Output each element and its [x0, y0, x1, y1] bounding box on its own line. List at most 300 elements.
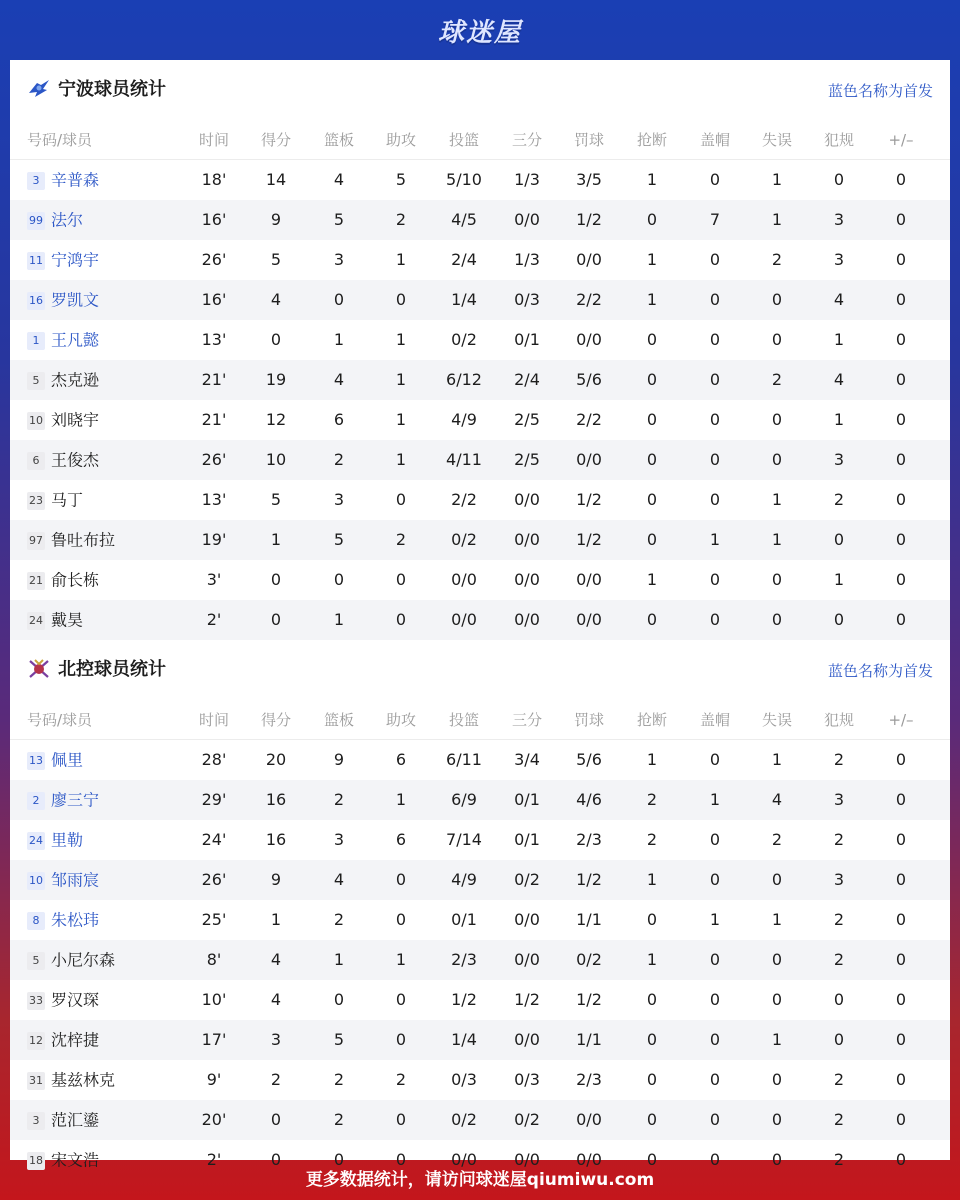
stat-cell: 0	[646, 450, 658, 469]
stat-cell: 0	[709, 750, 721, 769]
stat-cell: 7/14	[446, 830, 482, 849]
stat-cell: 1	[395, 330, 407, 349]
stat-cell: 20	[265, 750, 287, 769]
player-cell	[27, 860, 197, 900]
player-row[interactable]	[10, 560, 950, 600]
player-row[interactable]	[10, 160, 950, 200]
player-name[interactable]: 王俊杰	[51, 450, 100, 470]
stat-cell: 0	[709, 870, 721, 889]
stat-cell: 1/2	[576, 530, 602, 549]
stat-cell: 0/2	[576, 950, 602, 969]
stat-cell: 0	[646, 410, 658, 429]
stat-cell: 0	[709, 830, 721, 849]
player-cell	[27, 900, 197, 940]
jersey-number: 6	[27, 452, 45, 470]
jersey-number: 2	[27, 792, 45, 810]
stat-cell: 4	[333, 870, 345, 889]
stat-cell: 0	[395, 610, 407, 629]
stat-cell: 6	[333, 410, 345, 429]
stat-cell: 0	[895, 330, 907, 349]
column-header: 时间	[198, 711, 229, 729]
stat-cell: 0	[270, 330, 282, 349]
stat-cell: 7	[709, 210, 721, 229]
player-row[interactable]	[10, 1060, 950, 1100]
column-header: 盖帽	[699, 711, 730, 729]
stat-cell: 2	[833, 1110, 845, 1129]
stat-cell: 6/9	[451, 790, 477, 809]
column-header: 助攻	[385, 131, 416, 149]
column-header: 投篮	[448, 711, 479, 729]
stat-cell: 1	[771, 910, 783, 929]
starter-legend: 蓝色名称为首发	[827, 662, 933, 680]
stat-cell: 0/0	[514, 610, 540, 629]
stat-cell: 2/5	[514, 450, 540, 469]
player-name[interactable]: 里勒	[51, 830, 84, 850]
stat-cell: 1	[270, 910, 282, 929]
player-row[interactable]	[10, 520, 950, 560]
column-header: 篮板	[323, 131, 354, 149]
stat-cell: 0/0	[514, 210, 540, 229]
stat-cell: 0	[395, 910, 407, 929]
stat-cell: 0	[333, 290, 345, 309]
stat-cell: 26'	[201, 450, 227, 469]
player-name[interactable]: 宋文浩	[51, 1150, 100, 1170]
stat-cell: 1/2	[576, 210, 602, 229]
stat-cell: 0	[895, 370, 907, 389]
stat-cell: 0	[895, 790, 907, 809]
stat-cell: 1/3	[514, 250, 540, 269]
stat-cell: 0	[646, 1150, 658, 1169]
player-name[interactable]: 刘晓宇	[51, 410, 100, 430]
stat-cell: 3	[333, 490, 345, 509]
stat-cell: 0/3	[514, 290, 540, 309]
player-cell	[27, 980, 197, 1020]
stat-cell: 1	[395, 450, 407, 469]
column-header: 时间	[198, 131, 229, 149]
stat-cell: 2	[833, 910, 845, 929]
player-name[interactable]: 俞长栋	[51, 570, 100, 590]
stat-cell: 21'	[201, 410, 227, 429]
stat-cell: 0	[646, 910, 658, 929]
column-header: 犯规	[823, 711, 854, 729]
table-header-row	[10, 700, 950, 740]
stat-cell: 0	[833, 1030, 845, 1049]
stat-cell: 6/12	[446, 370, 482, 389]
stat-cell: 0	[833, 610, 845, 629]
stat-cell: 1	[833, 330, 845, 349]
stat-cell: 0	[646, 1070, 658, 1089]
stat-cell: 0	[895, 990, 907, 1009]
table-header-row	[10, 120, 950, 160]
jersey-number: 10	[27, 412, 45, 430]
player-row[interactable]	[10, 740, 950, 780]
stat-cell: 6	[395, 830, 407, 849]
stat-cell: 12	[265, 410, 287, 429]
column-header: 失误	[761, 711, 792, 729]
stat-cell: 1	[771, 170, 783, 189]
jersey-number: 8	[27, 912, 45, 930]
player-row[interactable]	[10, 240, 950, 280]
stat-cell: 0	[709, 250, 721, 269]
stat-cell: 1	[646, 750, 658, 769]
footer-link-text[interactable]: 更多数据统计，请访问球迷屋qiumiwu.com	[305, 1170, 655, 1190]
stat-cell: 2	[833, 1150, 845, 1169]
column-header: 失误	[761, 131, 792, 149]
stat-cell: 18'	[201, 170, 227, 189]
stat-cell: 2/5	[514, 410, 540, 429]
stat-cell: 0	[709, 490, 721, 509]
player-row[interactable]	[10, 200, 950, 240]
column-header: 得分	[260, 131, 291, 149]
stat-cell: 0	[895, 610, 907, 629]
column-header: 助攻	[385, 711, 416, 729]
stat-cell: 3/5	[576, 170, 602, 189]
stat-cell: 17'	[201, 1030, 227, 1049]
stat-cell: 0	[270, 1150, 282, 1169]
stat-cell: 1	[771, 490, 783, 509]
jersey-number: 18	[27, 1152, 45, 1170]
player-row[interactable]	[10, 360, 950, 400]
stat-cell: 1/4	[451, 290, 477, 309]
stat-cell: 2/3	[576, 830, 602, 849]
player-name[interactable]: 邹雨宸	[51, 870, 100, 890]
stat-cell: 4/9	[451, 870, 477, 889]
stat-cell: 1	[395, 370, 407, 389]
player-row[interactable]	[10, 1100, 950, 1140]
stat-cell: 2	[333, 1110, 345, 1129]
stat-cell: 0	[895, 1070, 907, 1089]
stat-cell: 20'	[201, 1110, 227, 1129]
player-name[interactable]: 罗凯文	[51, 290, 100, 310]
stat-cell: 1	[646, 250, 658, 269]
stat-cell: 2	[270, 1070, 282, 1089]
stat-cell: 2	[833, 1070, 845, 1089]
stat-cell: 0	[395, 490, 407, 509]
stat-cell: 0	[709, 330, 721, 349]
player-cell	[27, 160, 197, 200]
stat-cell: 2/3	[576, 1070, 602, 1089]
stat-cell: 0	[709, 1030, 721, 1049]
stat-cell: 1	[395, 790, 407, 809]
stat-cell: 2	[395, 210, 407, 229]
stat-cell: 9	[270, 870, 282, 889]
stat-cell: 4	[333, 170, 345, 189]
stat-cell: 0/2	[451, 330, 477, 349]
jersey-number: 97	[27, 532, 45, 550]
stat-cell: 0	[895, 290, 907, 309]
stat-cell: 1/4	[451, 1030, 477, 1049]
jersey-number: 3	[27, 172, 45, 190]
stat-cell: 1	[771, 210, 783, 229]
stat-cell: 5	[333, 210, 345, 229]
stat-cell: 0	[895, 530, 907, 549]
stat-cell: 0	[895, 750, 907, 769]
stat-cell: 0/3	[451, 1070, 477, 1089]
stat-cell: 1	[395, 410, 407, 429]
player-name[interactable]: 朱松玮	[51, 910, 100, 930]
stat-cell: 0	[895, 1110, 907, 1129]
jersey-number: 33	[27, 992, 45, 1010]
player-row[interactable]	[10, 440, 950, 480]
jersey-number: 16	[27, 292, 45, 310]
player-cell	[27, 520, 197, 560]
stat-cell: 1/2	[451, 990, 477, 1009]
column-header: 三分	[511, 131, 542, 149]
stat-cell: 1	[270, 530, 282, 549]
stat-cell: 16'	[201, 210, 227, 229]
player-name[interactable]: 廖三宁	[51, 790, 100, 810]
stat-cell: 5/6	[576, 370, 602, 389]
stat-cell: 4	[270, 990, 282, 1009]
column-header: 号码/球员	[27, 131, 93, 149]
stat-cell: 1	[771, 1030, 783, 1049]
stat-cell: 4	[833, 290, 845, 309]
player-name[interactable]: 基兹林克	[51, 1070, 116, 1090]
stat-cell: 2	[771, 370, 783, 389]
stat-cell: 1	[833, 410, 845, 429]
stat-cell: 0	[771, 950, 783, 969]
player-cell	[27, 1060, 197, 1100]
player-cell	[27, 940, 197, 980]
stat-cell: 0/0	[451, 610, 477, 629]
stat-cell: 0/2	[451, 1110, 477, 1129]
stats-card	[10, 60, 950, 1170]
stat-cell: 4/9	[451, 410, 477, 429]
jersey-number: 21	[27, 572, 45, 590]
stat-cell: 0	[333, 1150, 345, 1169]
stat-cell: 4/11	[446, 450, 482, 469]
stat-cell: 0/0	[514, 950, 540, 969]
stat-cell: 0/2	[514, 870, 540, 889]
stat-cell: 0	[709, 950, 721, 969]
player-cell	[27, 1020, 197, 1060]
player-cell	[27, 480, 197, 520]
stat-cell: 0	[771, 1110, 783, 1129]
stat-cell: 0	[895, 1150, 907, 1169]
stat-cell: 5/10	[446, 170, 482, 189]
stat-cell: 3	[833, 250, 845, 269]
player-name[interactable]: 罗汉琛	[51, 990, 100, 1010]
stat-cell: 0	[833, 530, 845, 549]
stat-cell: 0	[395, 1110, 407, 1129]
stat-cell: 3	[270, 1030, 282, 1049]
stat-cell: 0/0	[576, 1110, 602, 1129]
player-name[interactable]: 马丁	[51, 490, 84, 510]
player-row[interactable]	[10, 780, 950, 820]
column-header: 三分	[511, 711, 542, 729]
stat-cell: 2	[646, 830, 658, 849]
stat-cell: 0/2	[514, 1110, 540, 1129]
jersey-number: 12	[27, 1032, 45, 1050]
stat-cell: 2	[833, 950, 845, 969]
stat-cell: 1/2	[576, 870, 602, 889]
stat-cell: 28'	[201, 750, 227, 769]
stat-cell: 26'	[201, 870, 227, 889]
jersey-number: 13	[27, 752, 45, 770]
team-section	[10, 60, 950, 640]
stat-cell: 9	[333, 750, 345, 769]
stat-cell: 1	[646, 570, 658, 589]
stat-cell: 2/2	[576, 410, 602, 429]
stat-cell: 1	[333, 610, 345, 629]
player-name[interactable]: 佩里	[51, 750, 84, 770]
jersey-number: 10	[27, 872, 45, 890]
player-name[interactable]: 戴昊	[51, 610, 84, 630]
stat-cell: 10	[265, 450, 287, 469]
stat-cell: 2	[833, 830, 845, 849]
stat-cell: 0	[270, 570, 282, 589]
stat-cell: 3	[833, 790, 845, 809]
jersey-number: 31	[27, 1072, 45, 1090]
stat-cell: 4	[333, 370, 345, 389]
column-header: 罚球	[573, 131, 604, 149]
player-row[interactable]	[10, 600, 950, 640]
stat-cell: 0	[395, 290, 407, 309]
column-header: 罚球	[573, 711, 604, 729]
stat-cell: 0	[895, 570, 907, 589]
stat-cell: 1	[646, 870, 658, 889]
player-row[interactable]	[10, 400, 950, 440]
stat-cell: 0	[709, 370, 721, 389]
stat-cell: 0	[895, 250, 907, 269]
stat-cell: 0	[833, 990, 845, 1009]
stat-cell: 0	[709, 170, 721, 189]
team-sections	[10, 60, 950, 1180]
stat-cell: 2/4	[451, 250, 477, 269]
stat-cell: 0	[771, 1150, 783, 1169]
stat-cell: 0	[270, 1110, 282, 1129]
top-bar	[0, 0, 960, 60]
player-row[interactable]	[10, 900, 950, 940]
stat-cell: 0/0	[576, 450, 602, 469]
stat-cell: 5	[333, 530, 345, 549]
stat-cell: 25'	[201, 910, 227, 929]
stat-cell: 1	[709, 530, 721, 549]
player-name[interactable]: 宁鸿宇	[51, 250, 100, 270]
stat-cell: 29'	[201, 790, 227, 809]
stat-cell: 2/3	[451, 950, 477, 969]
player-name[interactable]: 小尼尔森	[51, 950, 116, 970]
stat-cell: 16	[265, 830, 287, 849]
player-row[interactable]	[10, 320, 950, 360]
player-name[interactable]: 沈梓捷	[51, 1030, 100, 1050]
stat-cell: 1	[646, 170, 658, 189]
player-cell	[27, 360, 197, 400]
stat-cell: 19	[265, 370, 287, 389]
stat-cell: 0	[395, 870, 407, 889]
player-cell	[27, 240, 197, 280]
column-header: +/–	[888, 131, 914, 149]
stat-cell: 26'	[201, 250, 227, 269]
stat-cell: 0	[833, 170, 845, 189]
stat-cell: 0/0	[576, 330, 602, 349]
stat-cell: 19'	[201, 530, 227, 549]
stat-cell: 1	[709, 790, 721, 809]
player-cell	[27, 740, 197, 780]
stat-cell: 5	[270, 490, 282, 509]
stat-cell: 0	[895, 910, 907, 929]
stat-cell: 24'	[201, 830, 227, 849]
player-name[interactable]: 杰克逊	[51, 370, 100, 390]
stat-cell: 4	[270, 950, 282, 969]
stat-cell: 6/11	[446, 750, 482, 769]
stat-cell: 3	[333, 830, 345, 849]
stat-cell: 0/0	[514, 490, 540, 509]
stat-cell: 3	[833, 450, 845, 469]
stat-cell: 0/0	[576, 610, 602, 629]
stat-cell: 2/2	[576, 290, 602, 309]
stat-cell: 0	[895, 450, 907, 469]
stat-cell: 0	[646, 1030, 658, 1049]
stat-cell: 5/6	[576, 750, 602, 769]
jersey-number: 99	[27, 212, 45, 230]
stat-cell: 2	[395, 530, 407, 549]
stat-cell: 1	[395, 250, 407, 269]
player-name[interactable]: 范汇鎏	[51, 1110, 100, 1130]
player-name[interactable]: 王凡懿	[51, 330, 100, 350]
stat-cell: 0	[709, 450, 721, 469]
stat-cell: 0	[646, 1110, 658, 1129]
stat-cell: 1	[333, 950, 345, 969]
jersey-number: 5	[27, 952, 45, 970]
stat-cell: 2	[333, 910, 345, 929]
player-row[interactable]	[10, 820, 950, 860]
stat-cell: 0	[395, 1030, 407, 1049]
player-name[interactable]: 法尔	[51, 210, 84, 230]
player-row[interactable]	[10, 480, 950, 520]
player-row[interactable]	[10, 280, 950, 320]
stat-cell: 9'	[206, 1070, 222, 1089]
stat-cell: 0/3	[514, 1070, 540, 1089]
jersey-number: 11	[27, 252, 45, 270]
team-title: 宁波球员统计	[58, 79, 166, 100]
player-name[interactable]: 鲁吐布拉	[51, 530, 116, 550]
stat-cell: 2'	[206, 1150, 222, 1169]
stat-cell: 0	[771, 410, 783, 429]
jersey-number: 24	[27, 832, 45, 850]
stat-cell: 1	[646, 950, 658, 969]
starter-legend: 蓝色名称为首发	[827, 82, 933, 100]
stat-cell: 1/2	[576, 490, 602, 509]
stat-cell: 1	[395, 950, 407, 969]
stat-cell: 21'	[201, 370, 227, 389]
player-row[interactable]	[10, 1020, 950, 1060]
stat-cell: 0	[646, 610, 658, 629]
player-name[interactable]: 辛普森	[51, 170, 100, 190]
stat-cell: 0	[395, 570, 407, 589]
stat-cell: 1	[709, 910, 721, 929]
stat-cell: 0	[709, 610, 721, 629]
player-cell	[27, 400, 197, 440]
stat-cell: 0	[646, 370, 658, 389]
stat-cell: 0/2	[451, 530, 477, 549]
player-row[interactable]	[10, 860, 950, 900]
player-row[interactable]	[10, 980, 950, 1020]
player-cell	[27, 440, 197, 480]
player-row[interactable]	[10, 940, 950, 980]
column-header: +/–	[888, 711, 914, 729]
stat-cell: 0	[771, 870, 783, 889]
stat-cell: 0/0	[514, 910, 540, 929]
stat-cell: 13'	[201, 330, 227, 349]
stat-cell: 2	[333, 790, 345, 809]
stat-cell: 0	[709, 1150, 721, 1169]
stat-cell: 3'	[206, 570, 222, 589]
stat-cell: 0	[771, 990, 783, 1009]
stat-cell: 0	[895, 1030, 907, 1049]
stat-cell: 1	[771, 530, 783, 549]
stat-cell: 0/1	[514, 830, 540, 849]
